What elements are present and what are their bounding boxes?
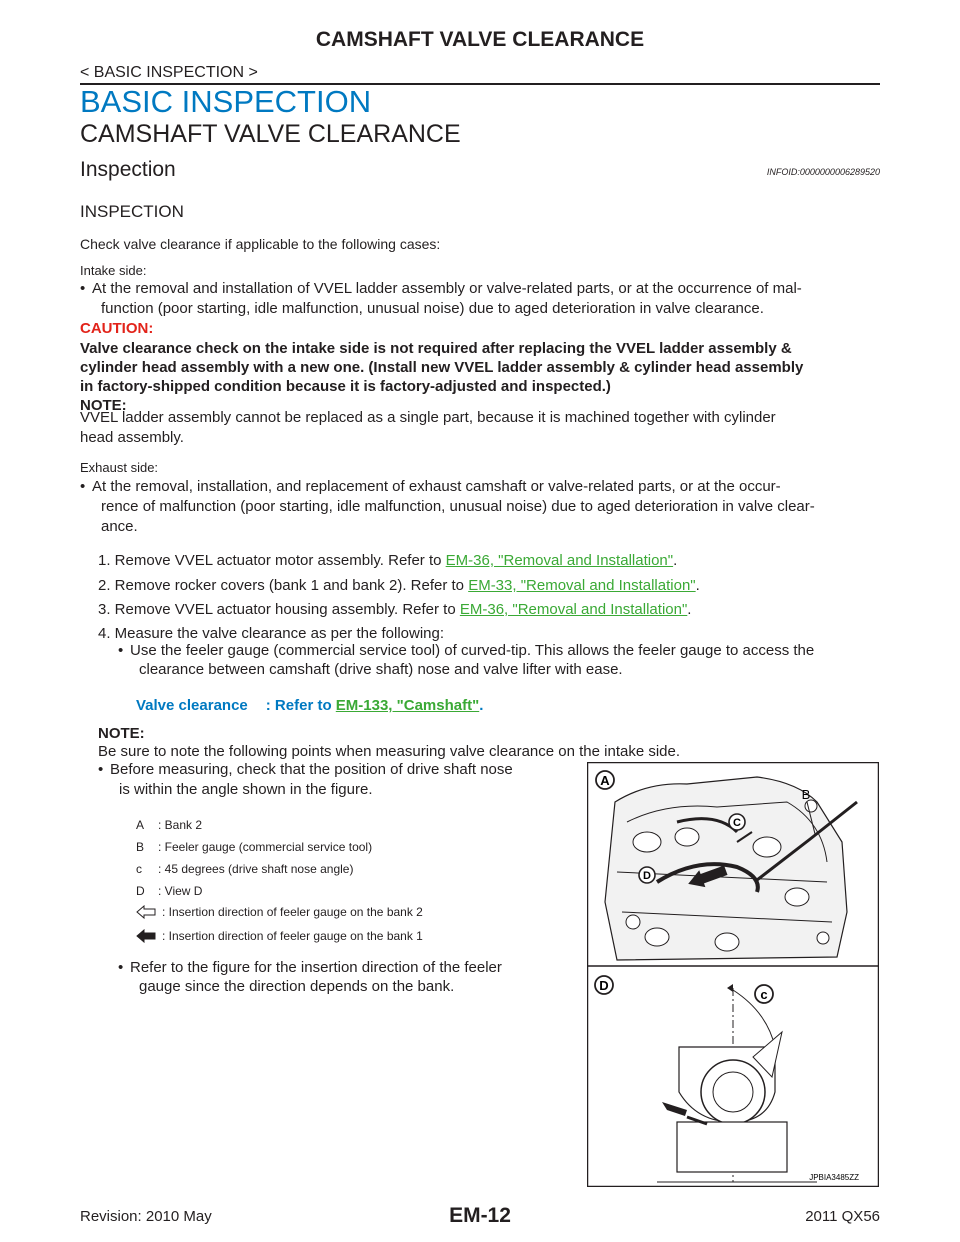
revision-text: Revision: 2010 May — [80, 1208, 212, 1225]
subsection-heading: Inspection — [80, 158, 176, 181]
step-4-note-text: Be sure to note the following points when measuring valve clearance on the intake side. — [98, 743, 681, 760]
step-2-link[interactable]: EM-33, "Removal and Installation" — [468, 577, 696, 594]
step-4-bullet-line-1: Use the feeler gauge (commercial service tool) of curved-tip. This allows the feeler gauge to access the — [130, 642, 815, 659]
insertion-line-2: gauge since the direction depends on the bank. — [139, 978, 455, 995]
intake-line-1: At the removal and installation of VVEL ladder assembly or valve-related parts, or at the occurrence of mal- — [92, 280, 802, 297]
note-line-2: head assembly. — [80, 429, 184, 446]
step-2 — [98, 576, 700, 595]
spec-link[interactable]: EM-133, "Camshaft" — [335, 697, 480, 714]
step-1-period: . — [673, 552, 678, 569]
note-line-1: VVEL ladder assembly cannot be replaced as a single part, because it is machined together with cylinder — [80, 409, 776, 426]
figure-panel — [587, 762, 879, 1187]
bullet-glyph: • — [80, 280, 86, 297]
intake-bullet — [80, 279, 880, 319]
caution-line-3: in factory-shipped condition because it is factory-adjusted and inspected.) — [80, 378, 611, 395]
figure-legend: A : Bank 2 B : Feeler gauge (commercial service tool) c : 45 degrees (drive shaft nose angle) D : View D : Insertion direction of feeler gauge on the bank 2 : Insertion direction of feeler gauge on the bank 1 — [136, 818, 423, 943]
intake-line-2: function (poor starting, idle malfunction, unusual noise) due to aged deterioration in valve clearance. — [101, 300, 764, 317]
step-1 — [98, 551, 677, 570]
insertion-line-1: Refer to the figure for the insertion direction of the feeler — [130, 959, 502, 976]
exhaust-bullet — [80, 477, 880, 537]
exhaust-line-2: rence of malfunction (poor starting, idle malfunction, unusual noise) due to aged deterioration in valve clear- — [101, 498, 815, 515]
note-label: NOTE: — [80, 397, 127, 414]
intake-label: Intake side: — [80, 263, 147, 278]
outline-arrow-icon — [136, 905, 156, 919]
step-1-text: 1. Remove VVEL actuator motor assembly. Refer to — [98, 552, 446, 569]
solid-arrow-icon — [136, 929, 156, 943]
drive-shaft-line-1: Before measuring, check that the position of drive shaft nose — [110, 761, 513, 778]
inspection-subheading: INSPECTION — [80, 202, 184, 221]
info-id: INFOID:0000000006289520 — [766, 167, 880, 177]
step-3 — [98, 600, 691, 619]
exhaust-label: Exhaust side: — [80, 460, 159, 475]
caution-line-1: Valve clearance check on the intake side is not required after replacing the VVEL ladder assembly & — [80, 340, 792, 357]
step-4-bullet — [118, 641, 880, 681]
step-3-period: . — [687, 601, 692, 618]
caution-line-2: cylinder head assembly with a new one. (Install new VVEL ladder assembly & cylinder head assembly — [80, 359, 804, 376]
model-text: 2011 QX56 — [805, 1208, 880, 1225]
spec-period: . — [479, 697, 484, 714]
bullet-glyph: • — [80, 478, 86, 495]
exhaust-line-3: ance. — [101, 518, 138, 535]
step-4-note-label: NOTE: — [98, 725, 145, 742]
callout-a: A — [600, 773, 610, 788]
page-header-title: CAMSHAFT VALVE CLEARANCE — [315, 28, 645, 51]
page-number: EM-12 — [449, 1204, 511, 1227]
step-2-text: 2. Remove rocker covers (bank 1 and bank 2). Refer to — [98, 577, 469, 594]
drive-shaft-bullet — [98, 760, 578, 800]
exhaust-line-1: At the removal, installation, and replacement of exhaust camshaft or valve-related parts, or at the occur- — [92, 478, 781, 495]
step-3-text: 3. Remove VVEL actuator housing assembly. Refer to — [98, 601, 460, 618]
angle-c-callout: c — [760, 987, 768, 1002]
caution-label: CAUTION: — [80, 320, 154, 337]
section-heading: BASIC INSPECTION — [80, 84, 372, 119]
callout-c: C — [733, 817, 741, 829]
figure-code: JPBIA3485ZZ — [809, 1173, 859, 1182]
valve-clearance-figure — [587, 762, 879, 1187]
view-d-callout: D — [599, 978, 609, 993]
valve-clearance-spec — [136, 696, 483, 715]
step-1-link[interactable]: EM-36, "Removal and Installation" — [445, 552, 674, 569]
drive-shaft-line-2: is within the angle shown in the figure. — [119, 781, 373, 798]
step-4: 4. Measure the valve clearance as per the following: — [98, 625, 445, 642]
callout-d: D — [643, 870, 651, 882]
step-4-bullet-line-2: clearance between camshaft (drive shaft) nose and valve lifter with ease. — [139, 661, 623, 678]
callout-b: B — [801, 787, 811, 802]
bullet-glyph: • — [118, 642, 124, 659]
step-3-link[interactable]: EM-36, "Removal and Installation" — [459, 601, 688, 618]
step-2-period: . — [695, 577, 700, 594]
insertion-bullet — [118, 958, 578, 998]
bullet-glyph: • — [118, 959, 124, 976]
bullet-glyph: • — [98, 761, 104, 778]
spec-label: Valve clearance — [136, 697, 248, 714]
section-breadcrumb: < BASIC INSPECTION > — [80, 64, 258, 81]
spec-refer: : Refer to — [265, 697, 336, 714]
intro-text: Check valve clearance if applicable to the following cases: — [80, 236, 441, 252]
topic-heading: CAMSHAFT VALVE CLEARANCE — [80, 120, 461, 148]
